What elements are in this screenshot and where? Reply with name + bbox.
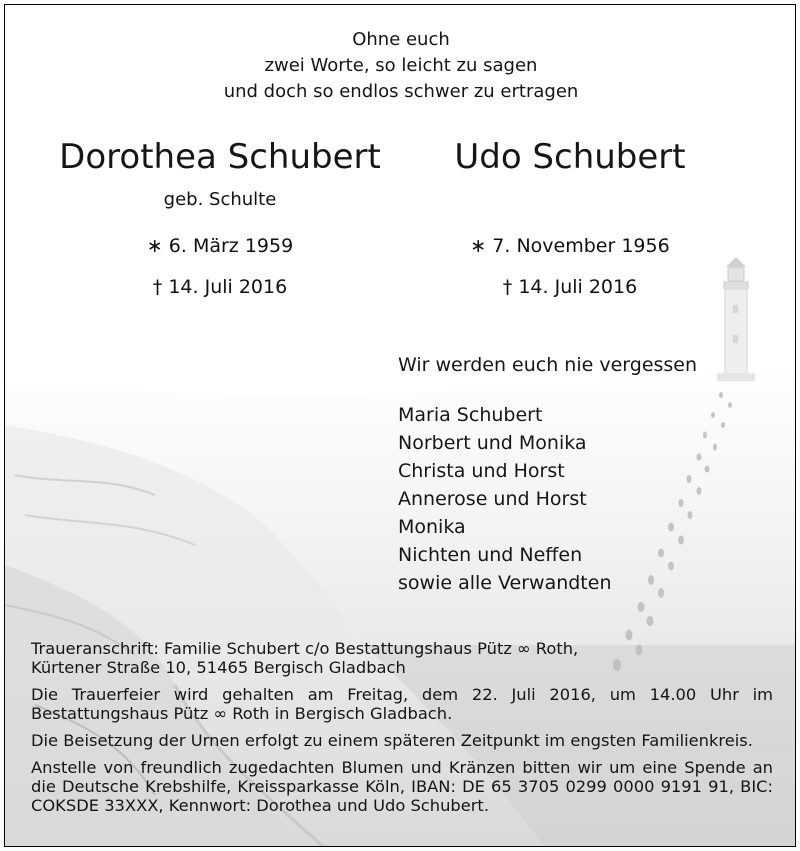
funeral-address <box>31 639 773 677</box>
obituary-notice <box>4 4 796 847</box>
donation-info: Anstelle von freundlich zugedachten Blumen und Kränzen bitten wir um eine Spende an die Deutsche Krebshilfe, Kreissparkasse Köln, IBAN: DE 65 3705 0299 0000 9191 91, BIC: COKSDE 33XXX, Kennwort: Dorothea und Udo Schubert. <box>31 758 773 815</box>
poem-line: und doch so endlos schwer zu ertragen <box>223 81 579 102</box>
poem-line: zwei Worte, so leicht zu sagen <box>264 55 538 76</box>
death-date: † 14. Juli 2016 <box>502 276 638 298</box>
address-line: Traueranschrift: Familie Schubert c/o Bestattungshaus Pütz ∞ Roth, <box>31 639 579 658</box>
survivors <box>398 351 697 597</box>
deceased-name: Dorothea Schubert <box>59 137 381 177</box>
survivors-heading: Wir werden euch nie vergessen <box>398 354 698 376</box>
address-line: Kürtener Straße 10, 51465 Bergisch Gladbach <box>31 658 406 677</box>
deceased-dorothea <box>40 133 400 298</box>
deceased-name: Udo Schubert <box>454 137 686 177</box>
survivor-name: Annerose und Horst <box>398 488 587 510</box>
maiden-name: geb. Schulte <box>163 189 277 210</box>
burial-info: Die Beisetzung der Urnen erfolgt zu einem späteren Zeitpunkt im engsten Familienkreis. <box>31 731 753 750</box>
survivor-name: Monika <box>398 516 466 538</box>
survivor-name: Nichten und Neffen <box>398 544 583 566</box>
poem <box>5 27 796 105</box>
poem-line: Ohne euch <box>352 29 450 50</box>
birth-date: ∗ 7. November 1956 <box>470 235 670 257</box>
survivor-name: Norbert und Monika <box>398 432 587 454</box>
notice-footer <box>31 639 773 823</box>
deceased-udo <box>390 133 750 298</box>
survivor-name: Maria Schubert <box>398 404 543 426</box>
ceremony-info: Die Trauerfeier wird gehalten am Freitag, dem 22. Juli 2016, um 14.00 Uhr im Bestattungshaus Pütz ∞ Roth in Bergisch Gladbach. <box>31 685 773 723</box>
survivor-name: Christa und Horst <box>398 460 565 482</box>
survivor-name: sowie alle Verwandten <box>398 572 612 594</box>
birth-date: ∗ 6. März 1959 <box>146 235 294 257</box>
death-date: † 14. Juli 2016 <box>152 276 288 298</box>
